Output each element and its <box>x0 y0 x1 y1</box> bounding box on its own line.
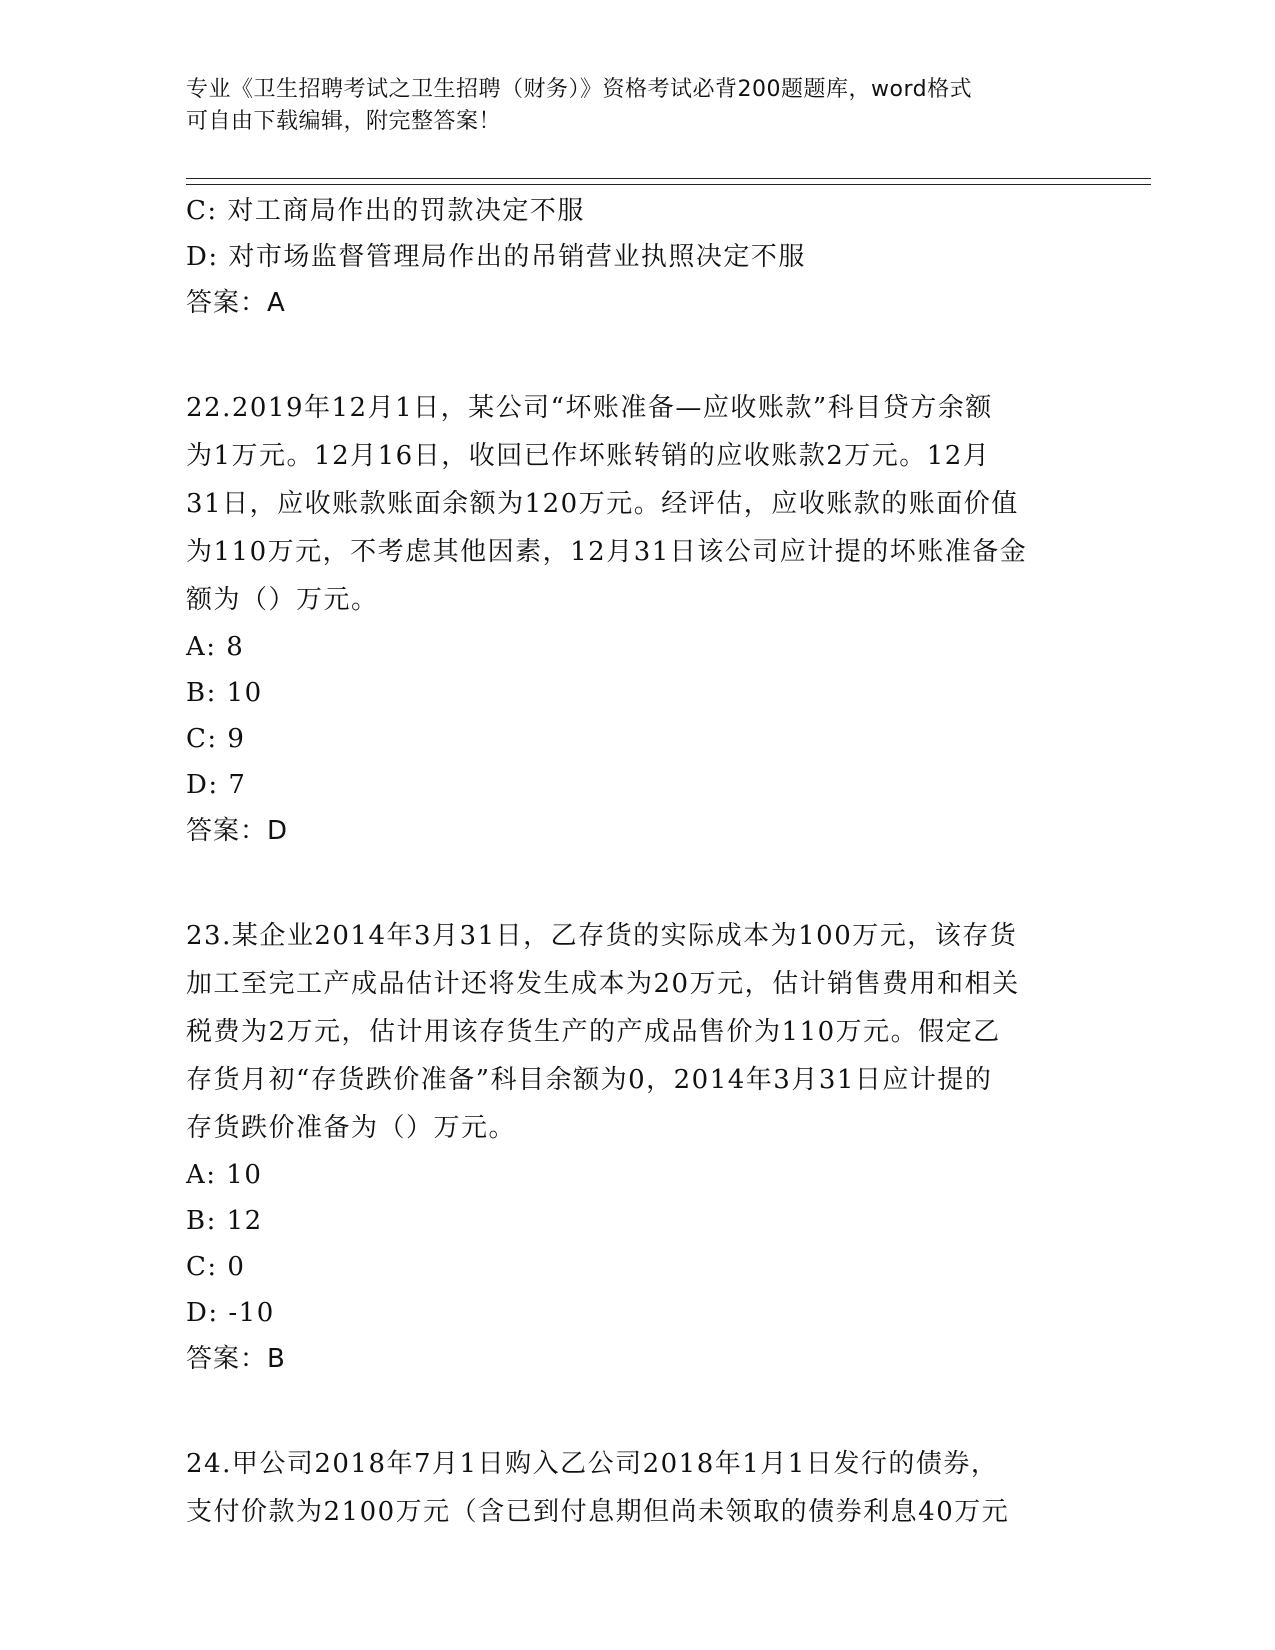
question-text-line: 税费为2万元，估计用该存货生产的产成品售价为110万元。假定乙 <box>186 1017 1001 1047</box>
header-line-1: 专业《卫生招聘考试之卫生招聘（财务）》资格考试必背200题题库，word格式 <box>186 77 973 102</box>
option-b: B: 10 <box>186 678 263 708</box>
question-text-line: 支付价款为2100万元（含已到付息期但尚未领取的债券利息40万元 <box>186 1497 1010 1527</box>
header-line-2: 可自由下载编辑，附完整答案！ <box>186 109 502 134</box>
answer-line: 答案：B <box>186 1344 286 1374</box>
option-d: D: -10 <box>186 1298 275 1328</box>
question-22 <box>186 384 1086 854</box>
answer-line: 答案：A <box>186 288 286 318</box>
question-text-line: 加工至完工产成品估计还将发生成本为20万元，估计销售费用和相关 <box>186 969 1020 999</box>
question-text-line: 22.2019年12月1日，某公司“坏账准备—应收账款”科目贷方余额 <box>186 393 993 423</box>
header-rule-bottom <box>186 184 1151 185</box>
question-text-line: 额为（）万元。 <box>186 585 379 615</box>
option-a: A: 10 <box>186 1160 263 1190</box>
spacer <box>186 854 1086 912</box>
option-c: C: 对工商局作出的罚款决定不服 <box>186 196 585 226</box>
document-header <box>186 74 1086 138</box>
question-text-line: 为110万元，不考虑其他因素，12月31日该公司应计提的坏账准备金 <box>186 537 1028 567</box>
question-23 <box>186 912 1086 1382</box>
question-21 <box>186 188 1086 326</box>
option-b: B: 12 <box>186 1206 263 1236</box>
question-content <box>186 188 1086 1536</box>
question-text-line: 存货月初“存货跌价准备”科目余额为0，2014年3月31日应计提的 <box>186 1065 993 1095</box>
question-24 <box>186 1440 1086 1536</box>
spacer <box>186 326 1086 384</box>
spacer <box>186 1382 1086 1440</box>
header-rule-top <box>186 178 1151 179</box>
question-text-line: 24.甲公司2018年7月1日购入乙公司2018年1月1日发行的债券， <box>186 1449 999 1479</box>
option-d: D: 7 <box>186 770 247 800</box>
question-text-line: 存货跌价准备为（）万元。 <box>186 1113 517 1143</box>
question-text-line: 为1万元。12月16日，收回已作坏账转销的应收账款2万元。12月 <box>186 441 991 471</box>
option-c: C: 9 <box>186 724 246 754</box>
question-text-line: 31日，应收账款账面余额为120万元。经评估，应收账款的账面价值 <box>186 489 1019 519</box>
question-text-line: 23.某企业2014年3月31日，乙存货的实际成本为100万元，该存货 <box>186 921 1018 951</box>
option-d: D: 对市场监督管理局作出的吊销营业执照决定不服 <box>186 242 806 272</box>
answer-line: 答案：D <box>186 816 289 846</box>
option-a: A: 8 <box>186 632 245 662</box>
option-c: C: 0 <box>186 1252 246 1282</box>
